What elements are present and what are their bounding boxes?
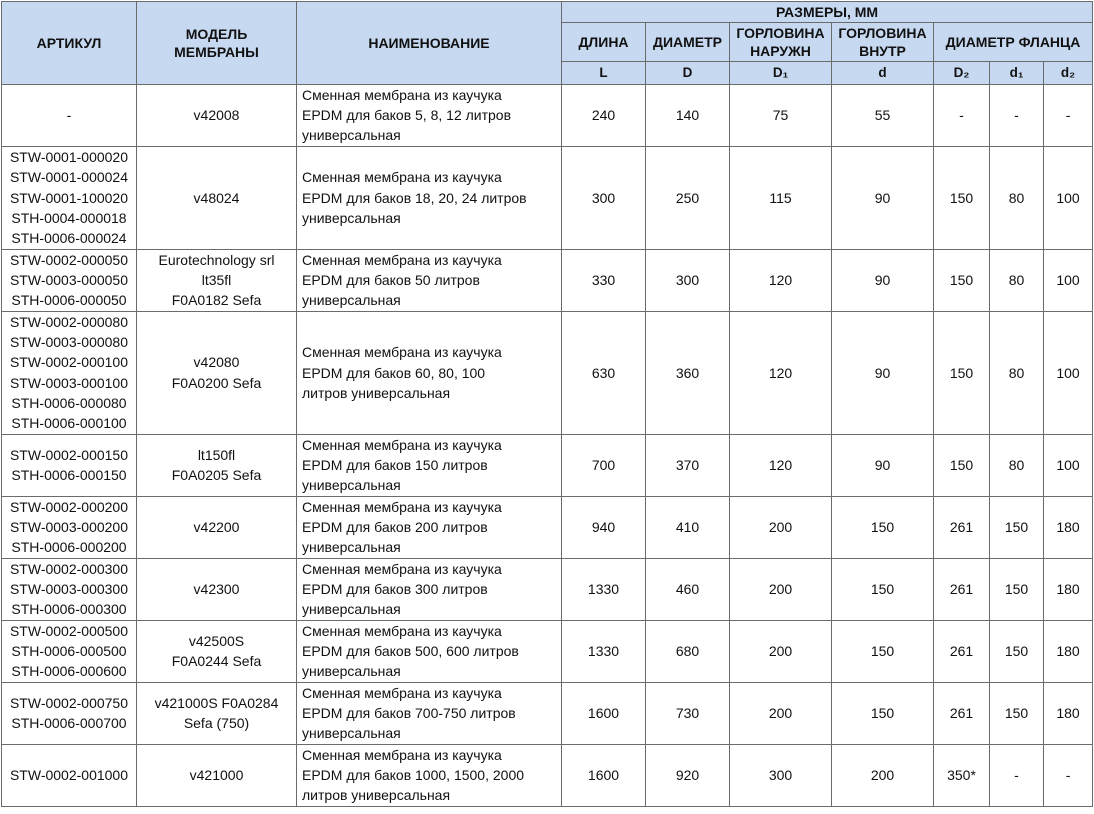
article-cell-line: STW-0003-000080 [9, 334, 129, 351]
name-cell-line: EPDM для баков 1000, 1500, 2000 [302, 767, 525, 783]
length-cell: 240 [562, 85, 646, 147]
length-cell: 940 [562, 496, 646, 558]
flange-d2-cell: - [1044, 85, 1093, 147]
article-cell-line: STW-0003-000200 [9, 519, 129, 535]
header-length: ДЛИНА [562, 23, 646, 62]
neck-outer-cell: 115 [730, 146, 832, 249]
model-cell [137, 85, 297, 147]
name-cell [297, 744, 562, 806]
name-cell-line: EPDM для баков 500, 600 литров [302, 643, 519, 659]
table-row [2, 311, 1093, 434]
flange-d1-cell: 80 [990, 146, 1044, 249]
neck-inner-cell: 150 [832, 496, 934, 558]
article-cell [2, 85, 137, 147]
header-neck-inner: ГОРЛОВИНА ВНУТР [832, 23, 934, 62]
name-cell-line: EPDM для баков 5, 8, 12 литров [302, 107, 512, 124]
table-row [2, 620, 1093, 682]
article-cell-line: STW-0001-000020 [9, 149, 129, 166]
model-cell-line: Eurotechnology srl [158, 251, 275, 268]
article-cell [2, 434, 137, 496]
header-sym-d: d [832, 62, 934, 85]
table-row [2, 496, 1093, 558]
article-cell-line: STH-0006-000080 [11, 394, 127, 411]
diameter-cell: 680 [646, 620, 730, 682]
article-cell [2, 311, 137, 434]
flange-D2-cell: - [934, 85, 990, 147]
flange-d2-cell: - [1044, 744, 1093, 806]
name-cell-line: универсальная [302, 477, 401, 494]
length-cell: 1330 [562, 620, 646, 682]
article-cell-line: STH-0006-000200 [11, 539, 127, 556]
article-cell-line: STH-0006-000500 [11, 643, 127, 659]
header-article: АРТИКУЛ [2, 2, 137, 85]
model-cell [137, 146, 297, 249]
name-cell-line: Сменная мембрана из каучука [302, 746, 502, 763]
article-cell-line: STW-0002-000300 [9, 560, 129, 577]
name-cell-line: Сменная мембрана из каучука [302, 169, 502, 186]
model-cell [137, 620, 297, 682]
diameter-cell: 460 [646, 558, 730, 620]
header-sym-D: D [646, 62, 730, 85]
neck-inner-cell: 200 [832, 744, 934, 806]
flange-D2-cell: 261 [934, 682, 990, 744]
model-cell-line: v42300 [193, 581, 240, 597]
flange-d1-cell: 150 [990, 682, 1044, 744]
diameter-cell: 250 [646, 146, 730, 249]
header-sym-D2: D₂ [934, 62, 990, 85]
neck-inner-cell: 150 [832, 682, 934, 744]
name-cell-line: EPDM для баков 18, 20, 24 литров [302, 189, 527, 206]
name-cell-line: EPDM для баков 300 литров [302, 581, 488, 597]
model-cell [137, 434, 297, 496]
flange-d2-cell: 100 [1044, 434, 1093, 496]
flange-d1-cell: 80 [990, 249, 1044, 311]
article-cell [2, 744, 137, 806]
model-cell [137, 496, 297, 558]
article-cell-line: STH-0006-000300 [11, 601, 127, 618]
name-cell-line: Сменная мембрана из каучука [302, 498, 502, 515]
name-cell-line: EPDM для баков 50 литров [302, 272, 480, 288]
flange-d2-cell: 100 [1044, 146, 1093, 249]
diameter-cell: 370 [646, 434, 730, 496]
name-cell [297, 249, 562, 311]
name-cell-line: Сменная мембрана из каучука [302, 251, 502, 268]
model-cell-line: F0A0200 Sefa [171, 374, 262, 391]
flange-D2-cell: 150 [934, 146, 990, 249]
name-cell-line: EPDM для баков 700-750 литров [302, 705, 516, 721]
name-cell-line: универсальная [302, 663, 401, 680]
header-name: НАИМЕНОВАНИЕ [297, 2, 562, 85]
name-cell-line: EPDM для баков 60, 80, 100 [302, 364, 486, 381]
article-cell-line: STW-0002-000150 [9, 446, 129, 463]
neck-inner-cell: 150 [832, 620, 934, 682]
name-cell-line: Сменная мембрана из каучука [302, 684, 502, 701]
article-cell [2, 146, 137, 249]
article-cell-line: STW-0003-000300 [9, 581, 129, 597]
neck-inner-cell: 150 [832, 558, 934, 620]
name-cell-line: универсальная [302, 539, 401, 556]
article-cell-line: STW-0003-000100 [9, 374, 129, 391]
article-cell-line: - [66, 107, 72, 124]
name-cell-line: универсальная [302, 601, 401, 618]
header-diameter: ДИАМЕТР [646, 23, 730, 62]
header-sym-d1: d₁ [990, 62, 1044, 85]
header-sym-L: L [562, 62, 646, 85]
flange-D2-cell: 150 [934, 311, 990, 434]
article-cell-line: STW-0002-000080 [9, 314, 129, 330]
flange-d1-cell: 150 [990, 620, 1044, 682]
length-cell: 1600 [562, 744, 646, 806]
neck-inner-cell: 90 [832, 434, 934, 496]
neck-outer-cell: 200 [730, 682, 832, 744]
neck-inner-cell: 90 [832, 249, 934, 311]
neck-outer-cell: 300 [730, 744, 832, 806]
name-cell-line: Сменная мембрана из каучука [302, 87, 502, 103]
model-cell-line: v42008 [193, 107, 240, 124]
length-cell: 330 [562, 249, 646, 311]
name-cell [297, 311, 562, 434]
header-sym-D1: D₁ [730, 62, 832, 85]
diameter-cell: 410 [646, 496, 730, 558]
neck-outer-cell: 200 [730, 558, 832, 620]
name-cell [297, 558, 562, 620]
article-cell-line: STW-0002-000200 [9, 498, 129, 515]
model-cell-line: lt150fl [197, 446, 236, 463]
article-cell-line: STW-0001-100020 [9, 189, 129, 206]
name-cell-line: универсальная [302, 725, 401, 742]
length-cell: 1600 [562, 682, 646, 744]
model-cell [137, 311, 297, 434]
model-cell-line: v42080 [193, 354, 240, 371]
diameter-cell: 360 [646, 311, 730, 434]
flange-d2-cell: 180 [1044, 558, 1093, 620]
name-cell-line: литров универсальная [302, 787, 451, 804]
flange-d1-cell: 80 [990, 311, 1044, 434]
table-row [2, 249, 1093, 311]
model-cell [137, 249, 297, 311]
table-row [2, 85, 1093, 147]
table-row [2, 682, 1093, 744]
flange-d2-cell: 100 [1044, 311, 1093, 434]
name-cell-line: Сменная мембрана из каучука [302, 344, 502, 361]
header-sym-d2: d₂ [1044, 62, 1093, 85]
model-cell-line: v421000S F0A0284 [154, 694, 279, 711]
name-cell-line: универсальная [302, 209, 401, 226]
flange-d2-cell: 180 [1044, 620, 1093, 682]
flange-d1-cell: 150 [990, 496, 1044, 558]
diameter-cell: 920 [646, 744, 730, 806]
neck-inner-cell: 90 [832, 146, 934, 249]
model-cell [137, 682, 297, 744]
article-cell-line: STW-0002-000100 [9, 354, 129, 371]
article-cell [2, 496, 137, 558]
model-cell [137, 744, 297, 806]
diameter-cell: 300 [646, 249, 730, 311]
article-cell-line: STW-0002-001000 [9, 767, 129, 783]
diameter-cell: 140 [646, 85, 730, 147]
flange-D2-cell: 261 [934, 620, 990, 682]
name-cell-line: литров универсальная [302, 384, 451, 401]
length-cell: 300 [562, 146, 646, 249]
name-cell-line: EPDM для баков 150 литров [302, 457, 488, 473]
flange-d1-cell: 80 [990, 434, 1044, 496]
table-row [2, 558, 1093, 620]
flange-d1-cell: - [990, 85, 1044, 147]
length-cell: 700 [562, 434, 646, 496]
name-cell [297, 146, 562, 249]
article-cell-line: STW-0002-000750 [9, 694, 129, 711]
article-cell [2, 620, 137, 682]
neck-outer-cell: 200 [730, 496, 832, 558]
name-cell-line: Сменная мембрана из каучука [302, 622, 502, 639]
article-cell [2, 249, 137, 311]
name-cell-line: универсальная [302, 292, 401, 309]
model-cell-line: F0A0182 Sefa [171, 292, 262, 309]
table-row [2, 744, 1093, 806]
table-body [2, 85, 1093, 807]
membrane-spec-table [1, 1, 1093, 807]
article-cell-line: STW-0001-000024 [9, 169, 129, 186]
flange-D2-cell: 150 [934, 249, 990, 311]
model-cell-line: F0A0205 Sefa [171, 467, 262, 484]
model-cell [137, 558, 297, 620]
name-cell [297, 434, 562, 496]
flange-D2-cell: 261 [934, 558, 990, 620]
flange-D2-cell: 350* [934, 744, 990, 806]
model-cell-line: v42500S [188, 632, 245, 649]
article-cell-line: STW-0003-000050 [9, 272, 129, 288]
diameter-cell: 730 [646, 682, 730, 744]
header-sizes: РАЗМЕРЫ, ММ [562, 2, 1093, 23]
length-cell: 630 [562, 311, 646, 434]
article-cell-line: STW-0002-000500 [9, 622, 129, 639]
flange-d1-cell: - [990, 744, 1044, 806]
name-cell [297, 620, 562, 682]
header-model: МОДЕЛЬ МЕМБРАНЫ [137, 2, 297, 85]
flange-d2-cell: 180 [1044, 682, 1093, 744]
name-cell-line: EPDM для баков 200 литров [302, 519, 488, 535]
neck-outer-cell: 200 [730, 620, 832, 682]
article-cell-line: STH-0006-000050 [11, 292, 127, 309]
header-neck-outer: ГОРЛОВИНА НАРУЖН [730, 23, 832, 62]
model-cell-line: F0A0244 Sefa [171, 653, 262, 670]
model-cell-line: v48024 [193, 189, 240, 206]
name-cell-line: Сменная мембрана из каучука [302, 560, 502, 577]
article-cell [2, 682, 137, 744]
article-cell-line: STW-0002-000050 [9, 251, 129, 268]
article-cell-line: STH-0006-000150 [11, 467, 127, 484]
table-row [2, 434, 1093, 496]
article-cell-line: STH-0006-000100 [11, 415, 127, 432]
article-cell-line: STH-0004-000018 [11, 209, 127, 226]
table-row [2, 146, 1093, 249]
header-flange: ДИАМЕТР ФЛАНЦА [934, 23, 1093, 62]
neck-outer-cell: 75 [730, 85, 832, 147]
neck-outer-cell: 120 [730, 311, 832, 434]
name-cell [297, 85, 562, 147]
article-cell-line: STH-0006-000600 [11, 663, 127, 680]
neck-inner-cell: 90 [832, 311, 934, 434]
name-cell [297, 682, 562, 744]
neck-inner-cell: 55 [832, 85, 934, 147]
name-cell-line: универсальная [302, 127, 401, 144]
flange-d2-cell: 180 [1044, 496, 1093, 558]
model-cell-line: lt35fl [201, 272, 232, 288]
neck-outer-cell: 120 [730, 434, 832, 496]
article-cell-line: STH-0006-000024 [11, 229, 127, 246]
name-cell-line: Сменная мембрана из каучука [302, 436, 502, 453]
article-cell-line: STH-0006-000700 [11, 715, 127, 732]
flange-D2-cell: 261 [934, 496, 990, 558]
flange-d2-cell: 100 [1044, 249, 1093, 311]
flange-D2-cell: 150 [934, 434, 990, 496]
model-cell-line: v42200 [193, 519, 240, 535]
flange-d1-cell: 150 [990, 558, 1044, 620]
model-cell-line: v421000 [189, 767, 244, 783]
model-cell-line: Sefa (750) [183, 715, 250, 732]
neck-outer-cell: 120 [730, 249, 832, 311]
name-cell [297, 496, 562, 558]
article-cell [2, 558, 137, 620]
length-cell: 1330 [562, 558, 646, 620]
